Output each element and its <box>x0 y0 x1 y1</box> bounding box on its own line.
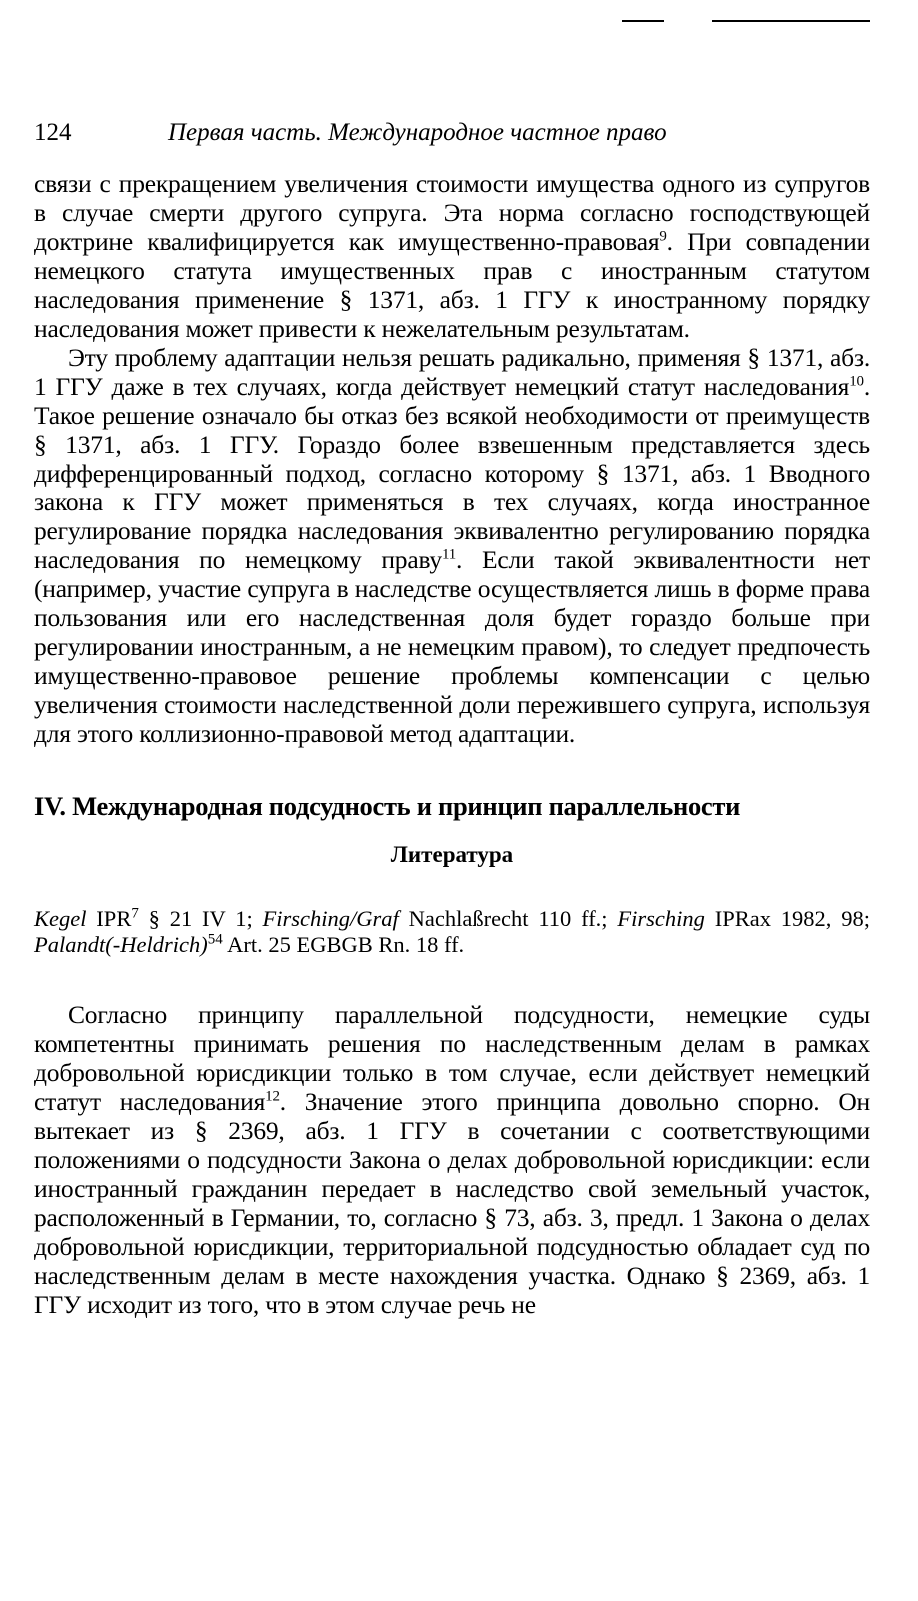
author-palandt: Palandt(-Heldrich) <box>34 932 208 958</box>
page-header <box>34 116 874 150</box>
paragraph-3: Согласно принципу параллельной подсудности, немецкие суды компетентны принимать решения по наследственным делам в рамках добровольной юрисдикции только в том случае, если действует немецкий статут наследования$^{12}$. Значение этого принципа довольно спорно. Он вытекает из § 2369, абз. 1 ГГУ в сочетании с соответствующими положениями о подсудности Закона о делах добровольной юрисдикции: если иностранный гражданин передает в наследство свой земельный участок, расположенный в Германии, то, согласно § 73, абз. 3, предл. 1 Закона о делах добровольной юрисдикции, территориальной подсудностью обладает суд по наследственным делам в месте нахождения участка. Однако § 2369, абз. 1 ГГУ исходит из того, что в этом случае речь не <box>34 1000 870 1319</box>
author-firsching: Firsching <box>617 906 705 932</box>
author-firsching-graf: Firsching/Graf <box>262 906 399 932</box>
paragraph-1: связи с прекращением увеличения стоимости имущества одного из супругов в случае смерти другого супруга. Эта норма согласно господствующей доктрине квалифицируется как имущественно-правовая$^9$. При совпадении немецкого статута имущественных прав с иностранным статутом наследования применение § 1371, абз. 1 ГГУ к иностранному порядку наследования может привести к нежелательным результатам. <box>34 169 870 343</box>
top-rule-long <box>712 20 870 22</box>
literature-heading: Литература <box>390 842 514 868</box>
spacer <box>34 958 870 1001</box>
literature-list: Kegel IPR$^7$ § 21 IV 1; Firsching/Graf Nachlaßrecht 110 ff.; Firsching IPRax 1982, 98; Palandt(-Heldrich)$^{54}$ Art. 25 EGBGB Rn. 18 ff. <box>34 905 870 958</box>
author-kegel: Kegel <box>34 906 87 932</box>
footnote-ref-9[interactable]: 9 <box>659 228 667 245</box>
running-title: Первая часть. Международное частное право <box>168 119 667 146</box>
section-title: IV. Международная подсудность и принцип параллельности <box>34 791 741 822</box>
page-content <box>34 170 870 1320</box>
paragraph-2: Эту проблему адаптации нельзя решать радикально, применяя § 1371, абз. 1 ГГУ даже в тех случаях, когда действует немецкий статут наследования$^{10}$. Такое решение означало бы отказ без всякой необходимости от преимуществ § 1371, абз. 1 ГГУ. Гораздо более взвешенным представляется здесь дифференцированный подход, согласно которому § 1371, абз. 1 Вводного закона к ГГУ может применяться в тех случаях, когда иностранное регулирование порядка наследования эквивалентно регулированию порядка наследования по немецкому праву$^{11}$. Если такой эквивалентности нет (например, участие супруга в наследстве осуществляется лишь в форме права пользования или его наследственная доля будет гораздо больше при регулировании иностранным, а не немецким правом), то следует предпочесть имущественно-правовое решение проблемы компенсации с целью увеличения стоимости наследственной доли пережившего супруга, используя для этого коллизионно-правовой метод адаптации. <box>34 342 870 749</box>
top-rule-short <box>622 20 664 22</box>
footnote-ref-12[interactable]: 12 <box>265 1088 280 1105</box>
footnote-ref-11[interactable]: 11 <box>441 546 457 563</box>
page-number: 124 <box>34 119 72 146</box>
footnote-ref-10[interactable]: 10 <box>849 373 864 390</box>
